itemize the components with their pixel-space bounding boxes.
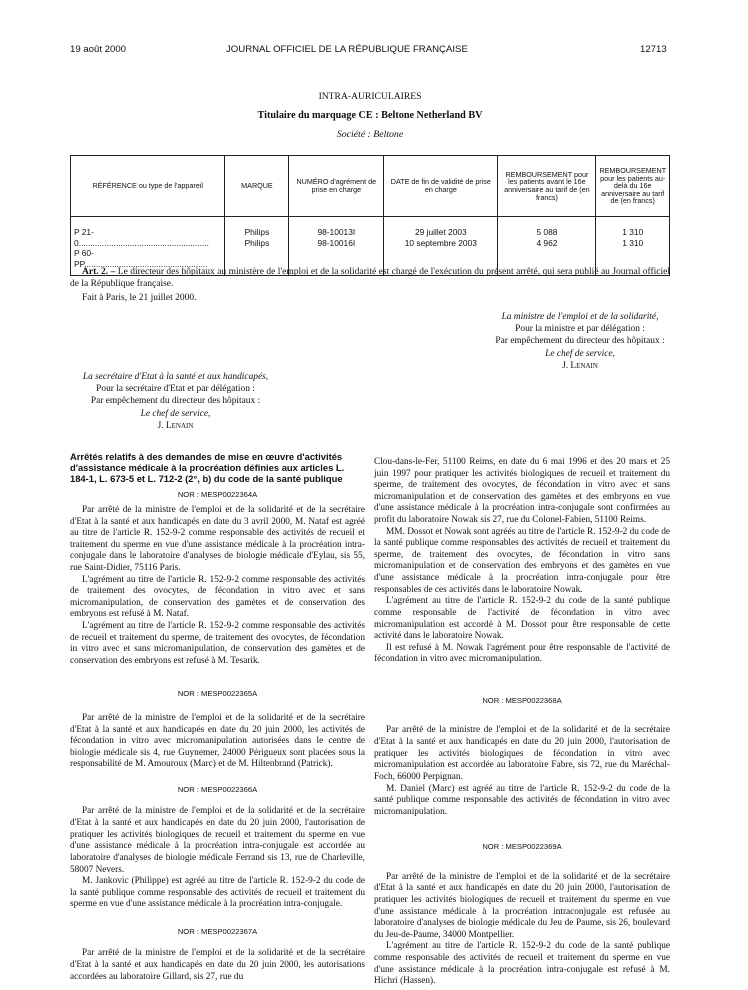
sig-minister-name: J. Lenain [562,360,598,371]
cell-numero: 98-10016I [317,237,356,248]
col-header-ref: RÉFÉRENCE ou type de l'appareil [71,156,225,217]
paragraph: L'agrément au titre de l'article R. 152-9-2 comme responsable des activités de recueil et traitement du sperme, de traitement des ovocytes, de fécondation in vitro avec et sans micromanipulation, de conservation des gamètes et de conservation des embryons est refusé à M. Tesarik. [70,621,365,666]
cell-remb-avant: 5 088 [536,227,558,237]
sig-secretary-delegation: Pour la secrétaire d'Etat et par délégation : [96,384,255,395]
paragraph: M. Daniel (Marc) est agréé au titre de l'article R. 152-9-2 du code de la santé publique comme responsable des activités de fécondation in vitro avec micromanipulation. [374,783,670,817]
sig-minister-chef: Le chef de service, [545,348,615,359]
decree-title: Arrêtés relatifs à des demandes de mise en œuvre d'activités d'assistance médicale à la procréation définies aux articles L. 184-1, L. 673-5 et L. 712-2 (2°, b) du code de la santé publique [70,451,345,484]
article-2-text: Le directeur des hôpitaux au ministère de l'emploi et de la solidarité est chargé de l'exécution du présent arrêté, qui sera publié au Journal officiel de la République française. [70,267,671,289]
sig-minister-title: La ministre de l'emploi et de la solidarité, [501,312,659,322]
sig-minister-empechement: Par empêchement du directeur des hôpitaux : [495,336,665,347]
left-column [70,452,365,983]
cell-date: 29 juillet 2003 [414,227,467,237]
paragraph: L'agrément au titre de l'article R. 152-9-2 du code de la santé publique comme responsable des activités de recueil et traitement du sperme en vue d'une assistance médicale à la procréation intra-conjugale est refusé à M. Hichri (Hassen). [374,941,670,987]
signature-block-secretary [58,371,293,432]
signature-block-minister [460,311,700,372]
section-company: Société : Beltone [336,129,404,140]
paragraph: Par arrêté de la ministre de l'emploi et de la solidarité et de la secrétaire d'Etat à la santé et aux handicapés en date du 20 juin 2000, l'autorisation de pratiquer les activités biologiques de recueil et traitement du sperme en vue d'une assistance médicale à la procréation intraconjugale est refusée au laboratoire d'analyses de biologie médicale du Jeu de Paume, sis 26, boulevard du Jeu-de-Paume, 34000 Montpellier. [374,871,670,940]
header-journal-title: JOURNAL OFFICIEL DE LA RÉPUBLIQUE FRANÇAISE [226,44,468,55]
header-date: 19 août 2000 [70,44,127,55]
sig-secretary-empechement: Par empêchement du directeur des hôpitaux : [90,396,261,407]
cell-remb-apres: 1 310 [622,237,644,248]
col-header-remb-avant: REMBOURSEMENT pour les patients avant le 16e anniversaire au tarif de (en francs) [498,156,596,217]
paragraph: Par arrêté de la ministre de l'emploi et de la solidarité et de la secrétaire d'Etat à la santé et aux handicapés en date du 20 juin 2000, les autorisations accordées au laboratoire Gillard, sis 27, rue du [70,948,365,982]
cell-numero: 98-10013I [317,227,356,237]
col-header-remb-apres: REMBOURSEMENT pour les patients au-delà du 16e anniversaire au tarif de (en francs) [596,156,670,217]
cell-marque: Philips [244,237,270,248]
sig-secretary-chef: Le chef de service, [140,408,211,419]
fait-a-paris: Fait à Paris, le 21 juillet 2000. [82,293,197,303]
nor-reference: NOR : MESP0022369A [482,842,562,852]
section-holder: Titulaire du marquage CE : Beltone Netherland BV [257,110,483,121]
nor-reference: NOR : MESP0022365A [177,689,258,699]
paragraph: Par arrêté de la ministre de l'emploi et de la solidarité et de la secrétaire d'Etat à la santé et aux handicapés en date du 3 avril 2000, M. Nataf est agréé au titre de l'article R. 152-9-2 comme responsable des activités de recueil et traitement du sperme en vue d'une assistance médicale à la procréation intra-conjugale dans le laboratoire d'analyses de biologie médicale d'Eylau, sis 55, rue Saint-Didier, 75116 Paris. [70,504,365,573]
paragraph: Par arrêté de la ministre de l'emploi et de la solidarité et de la secrétaire d'Etat à la santé et aux handicapés en date du 20 juin 2000, l'autorisation de pratiquer les activités biologiques de fécondation in vitro avec micromanipulation est accordée au laboratoire Fabre, sis 72, rue du Maréchal-Foch, 66000 Perpignan. [374,725,670,782]
cell-remb-avant: 4 962 [536,237,558,248]
paragraph: L'agrément au titre de l'article R. 152-9-2 du code de la santé publique comme responsable de l'activité de fécondation in vitro avec micromanipulation est accordé à M. Dossot pour être responsable de cette activité dans le laboratoire Nowak. [374,596,670,642]
right-column [374,457,670,988]
cell-marque: Philips [244,227,270,237]
sig-secretary-title: La secrétaire d'Etat à la santé et aux handicapés, [82,372,269,382]
cell-ref: P 21-0........................................................ [74,227,209,248]
section-category: INTRA-AURICULAIRES [318,91,422,102]
col-header-date: DATE de fin de validité de prise en charge [384,156,498,217]
cell-date: 10 septembre 2003 [404,237,477,248]
paragraph: M. Jankovic (Philippe) est agréé au titre de l'article R. 152-9-2 du code de la santé publique comme responsable des activités de recueil et traitement du sperme en vue d'une assistance médicale à la procréation intra-conjugale. [70,876,365,910]
nor-reference: NOR : MESP0022367A [177,926,258,936]
paragraph: Par arrêté de la ministre de l'emploi et de la solidarité et de la secrétaire d'Etat à la santé et aux handicapés en date du 20 juin 2000, l'autorisation de pratiquer les activités biologiques de recueil et traitement du sperme en vue d'une assistance médicale à la procréation intra-conjugale est accordée au laboratoire d'analyses de biologie médicale Ferrand sis 13, rue de Charleville, 58007 Nevers. [70,806,365,875]
header-page-number: 12713 [640,44,667,55]
paragraph: Par arrêté de la ministre de l'emploi et de la solidarité et de la secrétaire d'Etat à la santé et aux handicapés en date du 20 juin 2000, les activités de fécondation in vitro avec micromanipulation autorisées dans le centre de biologie médicale sis 4, rue Guynemer, 24000 Périgueux sont placées sous la responsabilité de M. Amouroux (Marc) et de M. Hiltenbrand (Patrick). [70,712,365,770]
cell-ref: P 60-PP..................................................... [74,248,208,269]
paragraph: L'agrément au titre de l'article R. 152-9-2 comme responsable des activités de traitement des ovocytes, de fécondation in vitro avec et sans micromanipulation, de conservation des gamètes et de conservation des embryons est refusé à M. Nataf. [70,574,365,620]
paragraph: Clou-dans-le-Fer, 51100 Reims, en date du 6 mai 1996 et des 20 mars et 25 juin 1997 pour pratiquer les activités biologiques de recueil et traitement du sperme, de traitement des ovocytes, de fécondation in vitro avec et sans micromanipulation et de conservation des gamètes et des embryons en vue d'une assistance médicale à la procréation intra-conjugale sont confirmées au profit du laboratoire Nowak sis 27, rue du Colonel-Fabien, 51100 Reims. [374,457,670,526]
sig-secretary-name: J. Lenain [157,420,194,431]
table-header-row [71,156,670,217]
paragraph: MM. Dossot et Nowak sont agréés au titre de l'article R. 152-9-2 du code de la santé publique comme responsables des activités de recueil et traitement du sperme, de traitement des ovocytes, de fécondation in vitro sans micromanipulation et de conservation des embryons et des gamètes en vue d'une assistance médicale à la procréation intra-conjugale pour être responsables de ces activités dans le laboratoire Nowak. [374,526,670,595]
sig-minister-delegation: Pour la ministre et par délégation : [515,324,645,335]
nor-reference: NOR : MESP0022368A [482,695,562,705]
nor-reference: NOR : MESP0022366A [177,784,258,794]
article-2-label: Art. 2. – [82,267,116,277]
col-header-numero: NUMÉRO d'agrément de prise en charge [289,156,384,217]
cell-remb-apres: 1 310 [622,227,644,237]
paragraph: Il est refusé à M. Nowak l'agrément pour être responsable de l'activité de fécondation in vitro avec micromanipulation. [374,642,670,665]
reimbursement-table [70,155,670,276]
article-2 [70,267,670,291]
col-header-marque: MARQUE [225,156,289,217]
nor-reference: NOR : MESP0022364A [177,490,258,500]
